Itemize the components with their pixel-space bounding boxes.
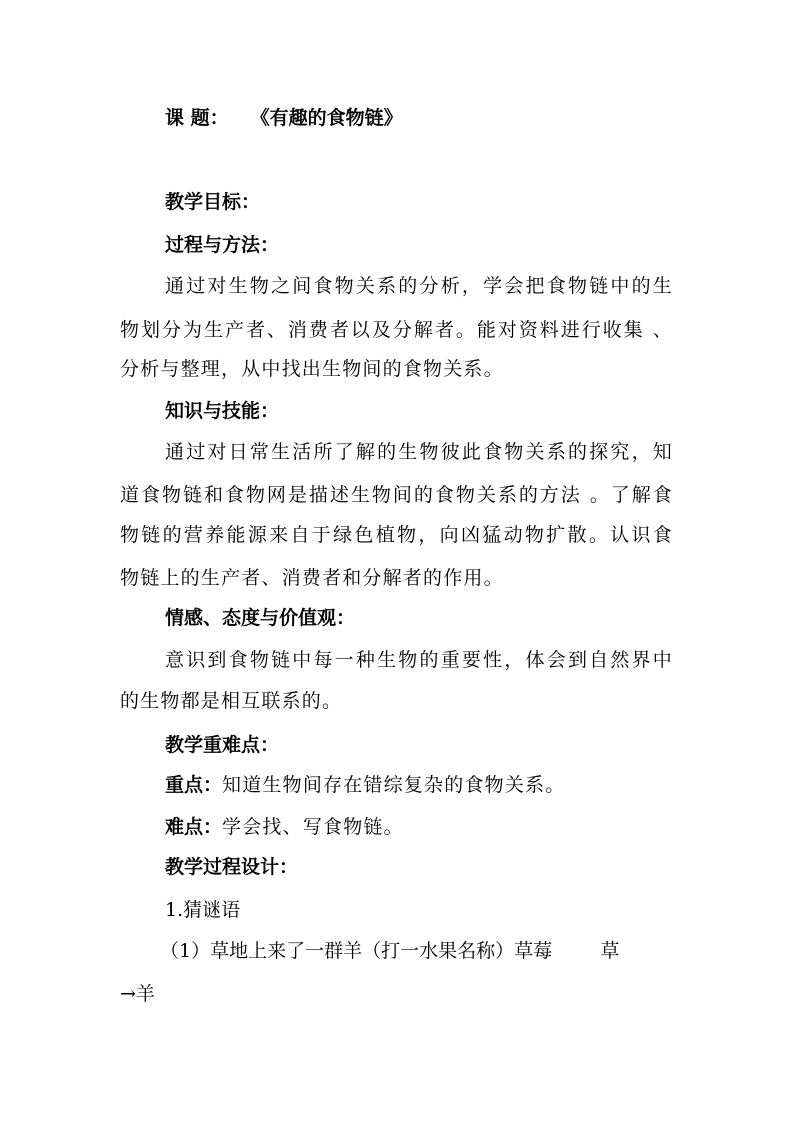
difficulty-line: [165, 815, 725, 839]
process-line-3: 分析与整理，从中找出生物间的食物关系。: [120, 358, 504, 380]
difficulty-text: 学会找、写食物链。: [222, 816, 404, 838]
emotion-line-1: 意识到食物链中每一种生物的重要性，体会到自然界中: [165, 649, 673, 671]
key-points-heading: 教学重难点：: [165, 734, 280, 756]
riddle-line-2: →羊: [120, 983, 155, 1005]
knowledge-line-1: 通过对日常生活所了解的生物彼此食物关系的探究，知: [165, 441, 673, 463]
emotion-value-heading: 情感、态度与价值观：: [165, 607, 356, 629]
focus-label: 重点：: [165, 774, 223, 796]
step-1-riddle: 1.猜谜语: [165, 899, 241, 921]
process-line-2: 物划分为生产者、消费者以及分解者。能对资料进行收集 、: [120, 319, 673, 341]
title-label: 课 题：: [165, 107, 229, 129]
riddle-line-1: （1）草地上来了一群羊（打一水果名称）草莓 草: [160, 940, 620, 962]
knowledge-line-4: 物链上的生产者、消费者和分解者的作用。: [120, 567, 504, 589]
emotion-line-2: 的生物都是相互联系的。: [120, 690, 343, 712]
title-text: 《有趣的食物链》: [250, 107, 403, 129]
knowledge-line-2: 道食物链和食物网是描述生物间的食物关系的方法 。了解食: [120, 484, 673, 506]
process-design-heading: 教学过程设计：: [165, 856, 299, 878]
difficulty-label: 难点：: [165, 816, 223, 838]
objectives-heading: 教学目标：: [165, 191, 261, 213]
process-method-heading: 过程与方法：: [165, 234, 280, 256]
knowledge-line-3: 物链的营养能源来自于绿色植物，向凶猛动物扩散。认识食: [120, 524, 673, 546]
focus-text: 知道生物间存在错综复杂的食物关系。: [222, 774, 566, 796]
focus-line: [165, 773, 725, 797]
knowledge-skill-heading: 知识与技能：: [165, 400, 280, 422]
lesson-title: [165, 106, 725, 130]
process-line-1: 通过对生物之间食物关系的分析，学会把食物链中的生: [165, 275, 673, 297]
